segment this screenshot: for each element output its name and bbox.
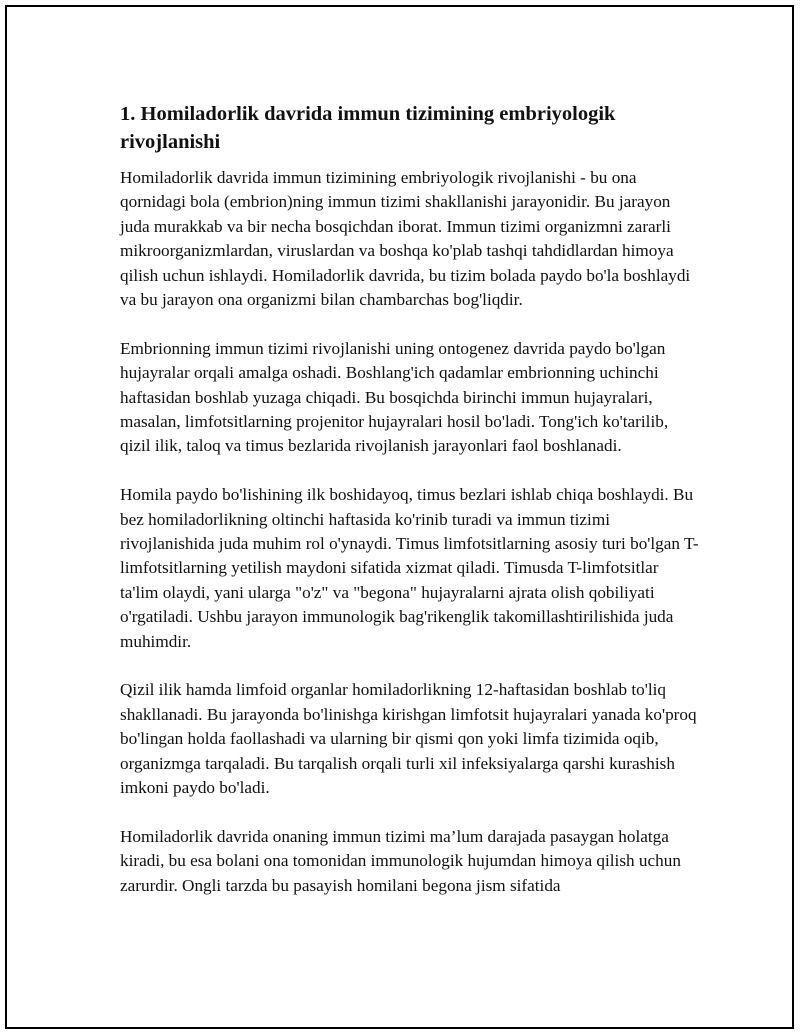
paragraph-2: Embrionning immun tizimi rivojlanishi uning ontogenez davrida paydo bo'lgan hujayralar orqali amalga oshadi. Boshlang'ich qadamlar embrionning uchinchi haftasidan boshlab yuzaga chiqadi. Bu bosqichda birinchi immun hujayralari, masalan, limfotsitlarning projenitor hujayralari hosil bo'ladi. Tong'ich ko'tarilib, qizil ilik, taloq va timus bezlarida rivojlanish jarayonlari faol boshlanadi.	[120, 338, 669, 456]
paragraph-5: Homiladorlik davrida onaning immun tizimi ma’lum darajada pasaygan holatga kiradi, bu esa bolani ona tomonidan immunologik hujumdan himoya qilish uchun zarurdir. Ongli tarzda bu pasayish homilani begona jism sifatida	[120, 826, 681, 895]
paragraph-3: Homila paydo bo'lishining ilk boshidayoq, timus bezlari ishlab chiqa boshlaydi. Bu bez homiladorlikning oltinchi haftasida ko'rinib turadi va immun tizimi rivojlanishida juda muhim rol o'ynaydi. Timus limfotsitlarning asosiy turi bo'lgan T-limfotsitlarning yetilish maydoni sifatida xizmat qiladi. Timusda T-limfotsitlar ta'lim olaydi, yani ularga "o'z" va "begona" hujayralarni ajrata olish qobiliyati o'rgatiladi. Ushbu jarayon immunologik bag'rikenglik takomillashtirilishida juda muhimdir.	[120, 485, 699, 651]
page-frame	[5, 5, 794, 1029]
document-body	[120, 100, 700, 923]
section-heading: 1. Homiladorlik davrida immun tizimining embriyologik rivojlanishi	[120, 103, 616, 153]
paragraph-4: Qizil ilik hamda limfoid organlar homiladorlikning 12-haftasidan boshlab to'liq shakllanadi. Bu jarayonda bo'linishga kirishgan limfotsit hujayralari yanada ko'proq bo'lingan holda faollashadi va ularning bir qismi qon yoki limfa tizimida oqib, organizmga tarqaladi. Bu tarqalish orqali turli xil infeksiyalarga qarshi kurashish imkoni paydo bo'ladi.	[120, 680, 697, 798]
paragraph-1: Homiladorlik davrida immun tizimining embriyologik rivojlanishi - bu ona qornidagi bola (embrion)ning immun tizimi shakllanishi jarayonidir. Bu jarayon juda murakkab va bir necha bosqichdan iborat. Immun tizimi organizmni zararli mikroorganizmlardan, viruslardan va boshqa ko'plab tashqi tahdidlardan himoya qilish uchun ishlaydi. Homiladorlik davrida, bu tizim bolada paydo bo'la boshlaydi va bu jarayon ona organizmi bilan chambarchas bog'liqdir.	[120, 168, 691, 310]
